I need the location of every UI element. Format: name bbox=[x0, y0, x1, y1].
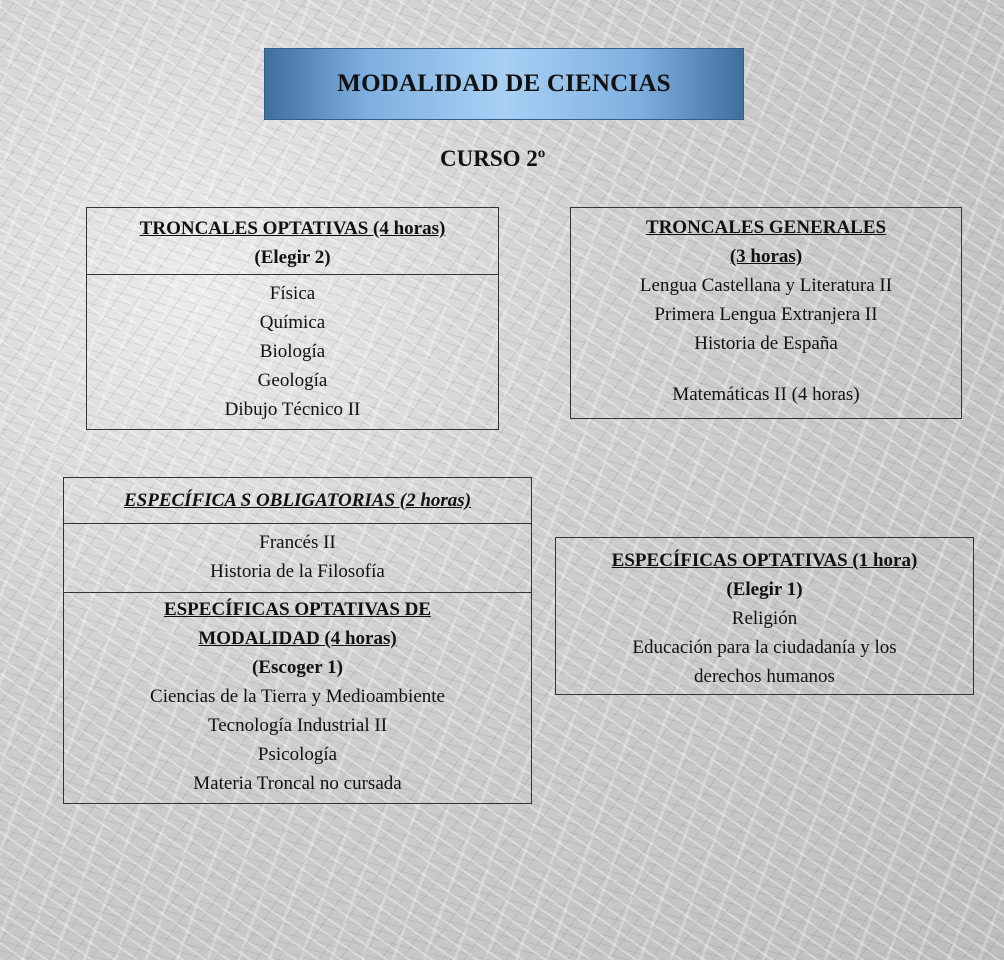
troncales-optativas-heading: TRONCALES OPTATIVAS (4 horas) bbox=[139, 218, 446, 239]
list-item: Historia de España bbox=[694, 333, 838, 354]
especificas-obligatorias-header bbox=[64, 478, 531, 523]
list-item: derechos humanos bbox=[694, 666, 835, 687]
list-item: Dibujo Técnico II bbox=[224, 399, 361, 420]
troncales-generales-box bbox=[570, 207, 962, 419]
troncales-optativas-header bbox=[87, 208, 498, 274]
list-item: Ciencias de la Tierra y Medioambiente bbox=[150, 686, 445, 707]
especificas-obligatorias-list bbox=[64, 523, 531, 592]
spacer bbox=[571, 358, 961, 380]
list-item: Tecnología Industrial II bbox=[207, 715, 388, 736]
list-item: Primera Lengua Extranjera II bbox=[654, 304, 878, 325]
list-item: Física bbox=[269, 283, 316, 304]
troncales-optativas-note: (Elegir 2) bbox=[254, 247, 331, 268]
page-title: MODALIDAD DE CIENCIAS bbox=[337, 70, 671, 97]
troncales-optativas-list bbox=[87, 274, 498, 424]
modalidad-note: (Escoger 1) bbox=[252, 657, 343, 678]
especificas-box bbox=[63, 477, 532, 804]
list-item: Materia Troncal no cursada bbox=[193, 773, 402, 794]
list-item: Lengua Castellana y Literatura II bbox=[639, 275, 893, 296]
list-item: Matemáticas II (4 horas) bbox=[672, 384, 860, 405]
modalidad-heading-line1: ESPECÍFICAS OPTATIVAS DE bbox=[163, 599, 432, 620]
list-item: Historia de la Filosofía bbox=[210, 561, 385, 582]
course-label: CURSO 2º bbox=[440, 146, 546, 171]
title-banner bbox=[264, 48, 744, 120]
especificas-optativas-modalidad bbox=[64, 592, 531, 798]
troncales-generales-heading: TRONCALES GENERALES bbox=[645, 217, 887, 238]
list-item: Psicología bbox=[257, 744, 338, 765]
list-item: Religión bbox=[731, 608, 798, 629]
especificas-obligatorias-heading: ESPECÍFICA S OBLIGATORIAS (2 horas) bbox=[123, 490, 472, 511]
especificas-optativas-heading: ESPECÍFICAS OPTATIVAS (1 hora) bbox=[611, 550, 918, 571]
especificas-optativas-note: (Elegir 1) bbox=[726, 579, 803, 600]
list-item: Educación para la ciudadanía y los bbox=[632, 637, 897, 658]
list-item: Química bbox=[259, 312, 326, 333]
list-item: Biología bbox=[259, 341, 326, 362]
troncales-generales-hours: (3 horas) bbox=[729, 246, 803, 267]
troncales-optativas-box bbox=[86, 207, 499, 430]
modalidad-heading-line2: MODALIDAD (4 horas) bbox=[198, 628, 397, 649]
list-item: Francés II bbox=[259, 532, 336, 553]
especificas-optativas-box bbox=[555, 537, 974, 695]
list-item: Geología bbox=[257, 370, 328, 391]
